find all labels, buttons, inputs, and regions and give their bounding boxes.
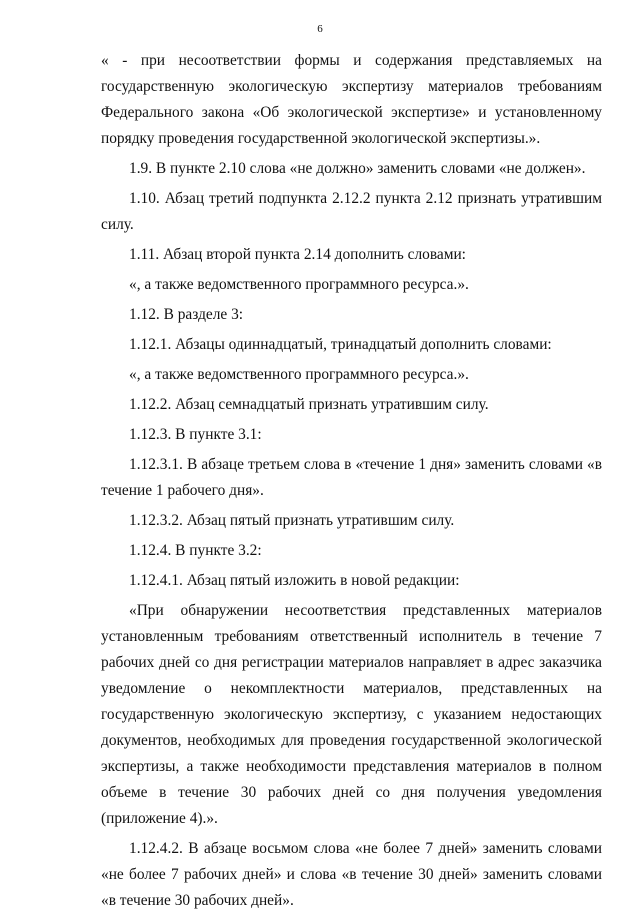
document-body [101,48,602,914]
paragraph-1-12-4-1: 1.12.4.1. Абзац пятый изложить в новой редакции: [129,572,460,589]
paragraph-1-10: 1.10. Абзац третий подпункта 2.12.2 пункта 2.12 признать утратившим силу. [101,190,602,233]
paragraph-1-12: 1.12. В разделе 3: [129,306,244,323]
paragraph-1-12-2: 1.12.2. Абзац семнадцатый признать утратившим силу. [129,396,489,413]
paragraph-1-11-addition: «, а также ведомственного программного ресурса.». [129,276,469,293]
paragraph-1-12-3-1: 1.12.3.1. В абзаце третьем слова в «течение 1 дня» заменить словами «в течение 1 рабочего дня». [101,456,602,499]
paragraph-1-12-1-addition: «, а также ведомственного программного ресурса.». [129,366,469,383]
paragraph-1-12-3: 1.12.3. В пункте 3.1: [129,426,262,443]
paragraph-1-12-4-2: 1.12.4.2. В абзаце восьмом слова «не более 7 дней» заменить словами «не более 7 рабочих дней» и слова «в течение 30 дней» заменить словами «в течение 30 рабочих дней». [101,840,602,909]
paragraph-new-wording: «При обнаружении несоответствия представленных материалов установленным требованиям ответственный исполнитель в течение 7 рабочих дней со дня регистрации материалов направляет в адрес заказчика уведомление о некомплектности материалов, представленных на государственную экологическую экспертизу, с указанием недостающих документов, необходимых для проведения государственной экологической экспертизы, а также необходимости представления материалов в полном объеме в течение 30 рабочих дней со дня получения уведомления (приложение 4).». [101,602,602,827]
page-number: 6 [317,23,323,35]
paragraph-1-11: 1.11. Абзац второй пункта 2.14 дополнить словами: [129,246,466,263]
paragraph-1-12-3-2: 1.12.3.2. Абзац пятый признать утратившим силу. [129,512,455,529]
paragraph-quote-conformity: « - при несоответствии формы и содержания представляемых на государственную экологическую экспертизу материалов требованиям Федерального закона «Об экологической экспертизе» и установленному порядку проведения государственной экологической экспертизы.». [101,52,602,147]
paragraph-1-12-4: 1.12.4. В пункте 3.2: [129,542,262,559]
paragraph-1-9: 1.9. В пункте 2.10 слова «не должно» заменить словами «не должен». [129,160,586,177]
paragraph-1-12-1: 1.12.1. Абзацы одиннадцатый, тринадцатый дополнить словами: [129,336,552,353]
